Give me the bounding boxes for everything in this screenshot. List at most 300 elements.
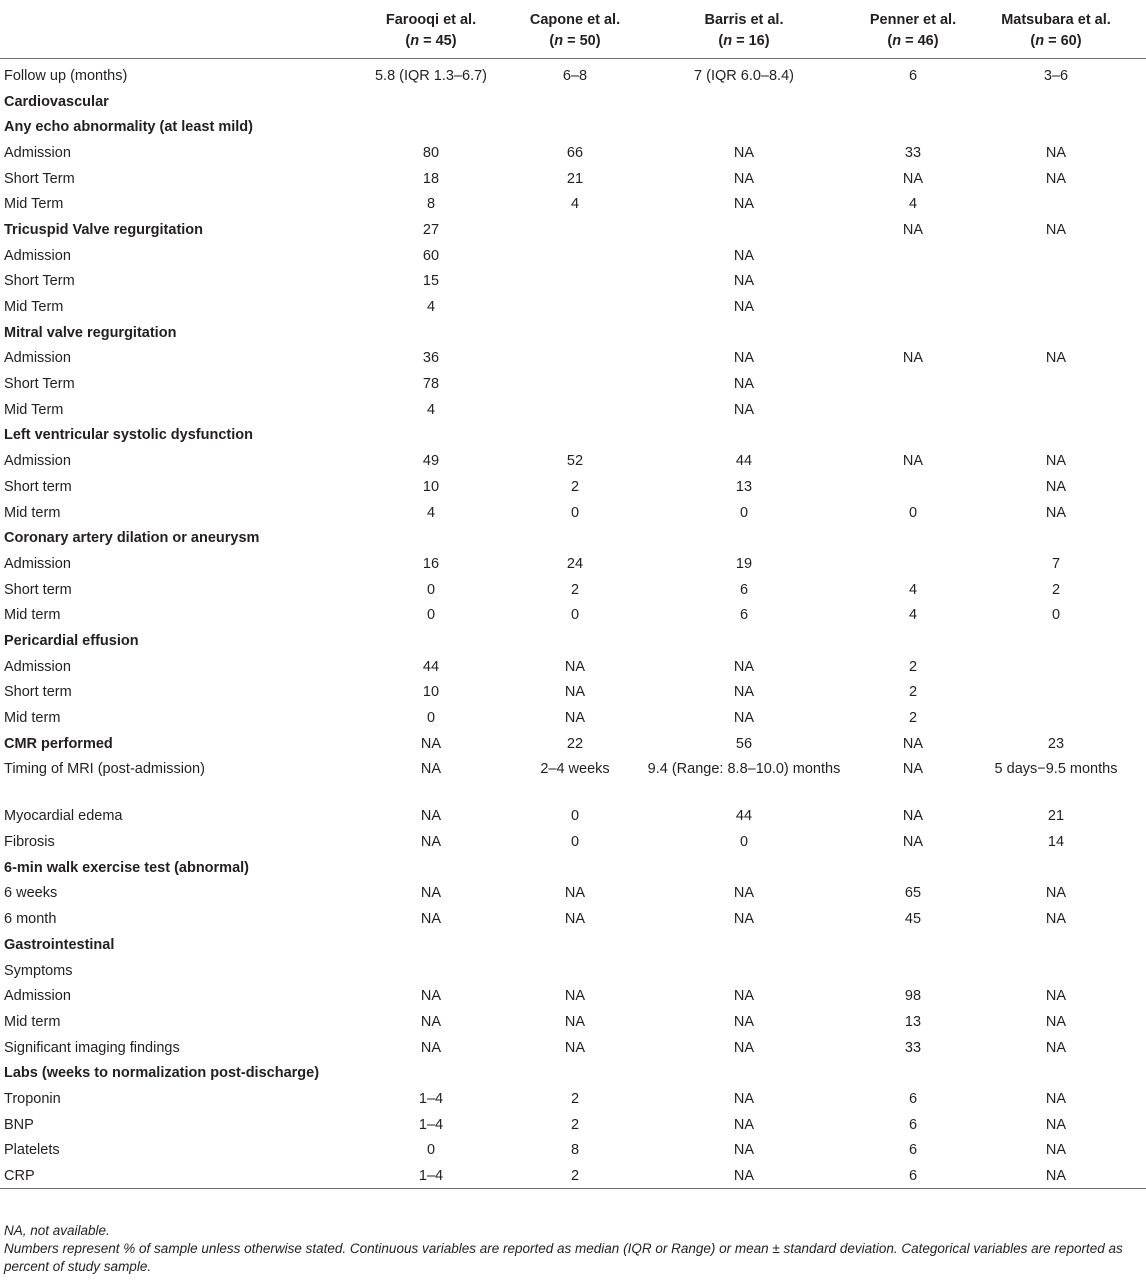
section-header-row <box>0 217 1146 243</box>
row-label: Admission <box>4 555 71 572</box>
table-cell: 0 <box>1051 607 1061 624</box>
table-cell: 0 <box>426 581 436 598</box>
table-cell: 23 <box>1047 735 1065 752</box>
table-cell: 2 <box>570 1116 580 1133</box>
table-cell: NA <box>564 885 586 902</box>
row-label: Mid term <box>4 607 61 624</box>
row-label: Admission <box>4 144 71 161</box>
section-header-row <box>0 320 1146 346</box>
table-cell <box>860 397 966 423</box>
study-sample-size: (n = 60) <box>1030 33 1082 49</box>
row-label: Mitral valve regurgitation <box>4 324 177 341</box>
table-cell: 0 <box>570 808 580 825</box>
table-row <box>0 829 1146 855</box>
header-study-farooqi <box>340 6 522 59</box>
table-cell: NA <box>564 710 586 726</box>
section-header-row <box>0 628 1146 654</box>
table-cell: NA <box>1045 988 1067 1005</box>
table-row <box>0 983 1146 1009</box>
study-name: Farooqi et al. <box>385 12 477 28</box>
table-cell <box>966 191 1146 217</box>
table-cell: 44 <box>735 808 753 825</box>
table-cell: NA <box>733 350 755 367</box>
table-cell <box>860 243 966 269</box>
table-row <box>0 756 1146 803</box>
table-cell: 60 <box>422 247 440 264</box>
table-row <box>0 679 1146 705</box>
table-cell <box>628 422 860 448</box>
table-cell: 16 <box>422 555 440 572</box>
table-cell: 0 <box>426 1142 436 1159</box>
table-cell <box>340 1060 522 1086</box>
table-cell: NA <box>420 911 442 928</box>
table-cell: 21 <box>566 170 584 187</box>
table-cell: 4 <box>908 581 918 598</box>
table-cell: 33 <box>904 144 922 161</box>
table-cell: NA <box>628 1163 860 1189</box>
table-cell <box>340 422 522 448</box>
table-cell <box>522 345 628 371</box>
table-cell: NA <box>902 735 924 752</box>
table-cell: NA <box>1045 170 1067 187</box>
table-row <box>0 1112 1146 1138</box>
table-cell <box>966 855 1146 881</box>
table-cell: 2 <box>1051 581 1061 598</box>
table-row <box>0 551 1146 577</box>
table-cell <box>860 474 966 500</box>
table-cell: NA <box>1045 350 1067 367</box>
table-cell: 5 days−9.5 months <box>994 761 1118 778</box>
table-cell: 7 <box>1051 555 1061 572</box>
table-cell: NA <box>733 376 755 393</box>
table-cell <box>628 320 860 346</box>
table-cell: 4 <box>908 607 918 624</box>
table-cell <box>966 422 1146 448</box>
table-cell <box>340 855 522 881</box>
table-cell: NA <box>1045 1039 1067 1056</box>
table-cell: NA <box>733 684 755 701</box>
table-cell <box>860 525 966 551</box>
row-label: Admission <box>4 658 71 675</box>
table-cell <box>860 114 966 140</box>
table-cell <box>860 932 966 958</box>
row-label: Labs (weeks to normalization post-discharge) <box>4 1065 320 1082</box>
table-cell <box>966 628 1146 654</box>
table-cell <box>966 705 1146 731</box>
table-cell: 0 <box>570 834 580 851</box>
row-label: Any echo abnormality (at least mild) <box>4 119 253 136</box>
table-row <box>0 448 1146 474</box>
table-cell: 2–4 weeks <box>540 761 610 778</box>
section-header-row <box>0 422 1146 448</box>
table-cell: NA <box>420 834 442 851</box>
table-row <box>0 397 1146 423</box>
study-sample-size: (n = 16) <box>718 33 770 49</box>
table-cell: 2 <box>522 1163 628 1189</box>
table-cell: 78 <box>422 376 440 393</box>
table-row <box>0 1035 1146 1061</box>
table-cell <box>628 217 860 243</box>
table-cell: NA <box>733 911 755 928</box>
table-cell: 8 <box>570 1142 580 1159</box>
table-cell: NA <box>1045 1090 1067 1107</box>
table-cell: 4 <box>426 504 436 521</box>
table-cell: NA <box>902 350 924 367</box>
table-cell <box>860 628 966 654</box>
table-cell: 0 <box>570 607 580 624</box>
table-cell: NA <box>733 144 755 161</box>
table-cell: 4 <box>570 196 580 213</box>
table-cell: NA <box>733 1013 755 1030</box>
table-body <box>0 59 1146 1189</box>
row-label: Short term <box>4 478 72 495</box>
table-cell: NA <box>733 885 755 902</box>
table-cell: NA <box>564 658 586 675</box>
table-cell <box>522 1060 628 1086</box>
row-label: Significant imaging findings <box>4 1039 180 1056</box>
table-cell: NA <box>1045 478 1067 495</box>
table-cell: NA <box>1045 911 1067 928</box>
table-cell: 19 <box>735 555 753 572</box>
table-cell: 6 <box>908 68 918 84</box>
row-label: Pericardial effusion <box>4 632 139 649</box>
row-label: Coronary artery dilation or aneurysm <box>4 530 260 547</box>
table-cell: NA <box>733 1116 755 1133</box>
table-cell: NA <box>733 196 755 213</box>
table-cell: 0 <box>739 504 749 521</box>
table-cell: NA <box>733 1142 755 1159</box>
table-cell: NA <box>902 221 924 238</box>
table-cell <box>522 243 628 269</box>
table-cell: NA <box>420 808 442 825</box>
header-study-penner <box>860 6 966 59</box>
row-label: Left ventricular systolic dysfunction <box>4 427 253 444</box>
table-cell: 13 <box>904 1013 922 1030</box>
header-study-capone <box>522 6 628 59</box>
table-cell <box>966 654 1146 680</box>
table-cell <box>628 628 860 654</box>
table-cell: NA <box>564 911 586 928</box>
row-label: Symptoms <box>4 962 73 979</box>
study-name: Matsubara et al. <box>1001 12 1111 28</box>
table-cell: 7 (IQR 6.0–8.4) <box>694 68 794 84</box>
row-label: Cardiovascular <box>4 93 109 110</box>
table-cell <box>966 397 1146 423</box>
table-cell: 49 <box>422 453 440 470</box>
table-row <box>0 958 1146 984</box>
table-cell: 1–4 <box>340 1163 522 1189</box>
table-row <box>0 474 1146 500</box>
table-cell: 33 <box>904 1039 922 1056</box>
table-cell <box>522 294 628 320</box>
table-row <box>0 906 1146 932</box>
table-cell <box>522 89 628 115</box>
table-cell: NA <box>564 1013 586 1030</box>
table-cell: NA <box>733 1039 755 1056</box>
table-cell: 27 <box>422 221 440 238</box>
table-row <box>0 1086 1146 1112</box>
table-cell: NA <box>902 761 924 778</box>
table-cell <box>966 320 1146 346</box>
table-cell: NA <box>966 1163 1146 1189</box>
table-row <box>0 140 1146 166</box>
table-row <box>0 345 1146 371</box>
table-cell: 4 <box>908 196 918 213</box>
table-cell: NA <box>420 735 442 752</box>
row-label: Mid Term <box>4 196 64 213</box>
table-cell <box>340 89 522 115</box>
table-cell: 0 <box>426 710 436 726</box>
table-cell <box>966 268 1146 294</box>
table-cell: 6 <box>739 607 749 624</box>
table-cell <box>860 422 966 448</box>
row-label: Gastrointestinal <box>4 936 115 953</box>
row-label: Troponin <box>4 1090 61 1107</box>
table-cell: NA <box>564 684 586 701</box>
data-table <box>0 6 1146 1189</box>
header-study-barris <box>628 6 860 59</box>
table-cell <box>340 114 522 140</box>
table-row <box>0 602 1146 628</box>
table-row <box>0 1163 1146 1189</box>
table-cell <box>340 525 522 551</box>
table-cell: 44 <box>422 658 440 675</box>
table-cell: 2 <box>570 581 580 598</box>
table-row <box>0 654 1146 680</box>
row-label: Short Term <box>4 170 75 187</box>
table-cell: 6 <box>860 1163 966 1189</box>
table-cell: 5.8 (IQR 1.3–6.7) <box>374 68 488 84</box>
table-cell: 52 <box>566 453 584 470</box>
table-cell: 80 <box>422 144 440 161</box>
row-label: 6-min walk exercise test (abnormal) <box>4 859 249 876</box>
table-cell: 22 <box>566 735 584 752</box>
table-row <box>0 803 1146 829</box>
table-row <box>0 166 1146 192</box>
table-cell <box>522 217 628 243</box>
row-label: 6 month <box>4 911 57 928</box>
table-cell <box>860 958 966 984</box>
table-cell <box>860 1060 966 1086</box>
table-cell <box>966 525 1146 551</box>
table-cell: 6–8 <box>562 68 588 84</box>
table-cell: NA <box>420 885 442 902</box>
table-cell: NA <box>420 761 442 778</box>
table-cell: NA <box>902 834 924 851</box>
table-cell: 14 <box>1047 834 1065 851</box>
table-cell <box>340 320 522 346</box>
table-cell <box>522 371 628 397</box>
row-label: Admission <box>4 453 71 470</box>
table-cell: NA <box>1045 1142 1067 1159</box>
table-cell: 18 <box>422 170 440 187</box>
table-cell: 36 <box>422 350 440 367</box>
table-cell: 6 <box>908 1090 918 1107</box>
table-cell <box>522 422 628 448</box>
table-cell <box>860 320 966 346</box>
table-cell: 4 <box>426 401 436 418</box>
row-label: Short Term <box>4 376 75 393</box>
table-cell <box>522 932 628 958</box>
table-cell <box>966 1060 1146 1086</box>
table-cell <box>522 855 628 881</box>
table-cell: NA <box>733 1090 755 1107</box>
study-name: Penner et al. <box>869 12 957 28</box>
table-cell: NA <box>1045 1013 1067 1030</box>
table-cell: 0 <box>570 504 580 521</box>
footnote-abbreviations: NA, not available. <box>4 1223 110 1238</box>
table-cell: NA <box>420 1013 442 1030</box>
table-cell <box>522 628 628 654</box>
table-cell: 9.4 (Range: 8.8–10.0) months <box>647 761 841 778</box>
table-cell: 2 <box>908 684 918 701</box>
header-study-matsubara <box>966 6 1146 59</box>
study-sample-size: (n = 50) <box>549 33 601 49</box>
table-cell <box>628 89 860 115</box>
table-header <box>0 6 1146 59</box>
table-cell: 10 <box>422 684 440 701</box>
table-cell <box>966 958 1146 984</box>
table-row <box>0 243 1146 269</box>
section-header-row <box>0 1060 1146 1086</box>
table-cell: 3–6 <box>1043 68 1069 84</box>
row-label: CMR performed <box>4 735 113 752</box>
table-cell <box>628 932 860 958</box>
table-cell: NA <box>902 808 924 825</box>
table-cell <box>860 371 966 397</box>
table-cell <box>966 114 1146 140</box>
table-cell: 15 <box>422 273 440 290</box>
table-row <box>0 880 1146 906</box>
table-cell: NA <box>733 273 755 290</box>
table-footnotes <box>4 1222 1144 1276</box>
table-cell: NA <box>733 299 755 315</box>
row-label: Mid term <box>4 710 61 726</box>
table-cell <box>966 243 1146 269</box>
row-label: Admission <box>4 350 71 367</box>
row-label: Short term <box>4 684 72 701</box>
table-cell: NA <box>1045 144 1067 161</box>
table-cell: NA <box>902 170 924 187</box>
row-label: Short Term <box>4 273 75 290</box>
row-label: 6 weeks <box>4 885 58 902</box>
table-cell: 2 <box>908 658 918 675</box>
table-cell <box>966 371 1146 397</box>
row-label: Short term <box>4 581 72 598</box>
table-cell <box>522 268 628 294</box>
table-cell: 2 <box>570 478 580 495</box>
table-cell: 24 <box>566 555 584 572</box>
table-cell <box>966 89 1146 115</box>
section-header-row <box>0 932 1146 958</box>
table-cell: NA <box>1045 504 1067 521</box>
table-cell: NA <box>1045 1116 1067 1133</box>
section-header-row <box>0 731 1146 757</box>
table-cell: 10 <box>422 478 440 495</box>
table-cell <box>628 855 860 881</box>
table-cell: NA <box>902 453 924 470</box>
table-cell <box>522 320 628 346</box>
table-cell: NA <box>733 170 755 187</box>
table-row <box>0 268 1146 294</box>
table-cell: 21 <box>1047 808 1065 825</box>
row-label: Fibrosis <box>4 834 55 851</box>
table-cell: 1–4 <box>418 1116 444 1133</box>
table-row <box>0 191 1146 217</box>
table-cell <box>628 114 860 140</box>
table-cell <box>522 525 628 551</box>
table-cell: 1–4 <box>418 1090 444 1107</box>
row-label: Tricuspid Valve regurgitation <box>4 221 204 238</box>
row-label: Myocardial edema <box>4 808 123 825</box>
section-header-row <box>0 114 1146 140</box>
row-label: Mid Term <box>4 401 64 418</box>
table-row <box>0 577 1146 603</box>
table-cell <box>522 958 628 984</box>
table-cell <box>522 397 628 423</box>
table-cell <box>340 932 522 958</box>
row-label: CRP <box>0 1163 340 1189</box>
table-cell: NA <box>420 1039 442 1056</box>
table-cell <box>860 294 966 320</box>
table-cell: NA <box>733 988 755 1005</box>
table-cell: 98 <box>904 988 922 1005</box>
table-cell <box>628 525 860 551</box>
table-cell <box>860 89 966 115</box>
table-cell <box>628 1060 860 1086</box>
table-cell: 44 <box>735 453 753 470</box>
table-cell <box>628 958 860 984</box>
table-cell: 13 <box>735 478 753 495</box>
table-cell: 4 <box>426 299 436 315</box>
table-cell: NA <box>420 988 442 1005</box>
study-sample-size: (n = 46) <box>887 33 939 49</box>
table-row <box>0 59 1146 89</box>
table-cell: 6 <box>908 1116 918 1133</box>
table-cell: NA <box>733 658 755 675</box>
study-sample-size: (n = 45) <box>405 33 457 49</box>
table-cell: 0 <box>739 834 749 851</box>
table-row <box>0 500 1146 526</box>
row-label: Platelets <box>4 1142 60 1159</box>
section-header-row <box>0 525 1146 551</box>
table-cell: NA <box>733 247 755 264</box>
table-cell <box>860 855 966 881</box>
table-cell: 6 <box>739 581 749 598</box>
row-label: Admission <box>4 988 71 1005</box>
row-label: Follow up (months) <box>4 68 128 84</box>
table-cell: 56 <box>735 735 753 752</box>
table-cell: NA <box>1045 453 1067 470</box>
section-header-row <box>0 855 1146 881</box>
table-cell: NA <box>733 710 755 726</box>
study-name: Capone et al. <box>529 12 621 28</box>
row-label: Mid term <box>4 1013 61 1030</box>
study-name: Barris et al. <box>704 12 784 28</box>
table-cell: NA <box>1045 885 1067 902</box>
table-cell <box>340 958 522 984</box>
table-cell <box>966 679 1146 705</box>
row-label: Timing of MRI (post-admission) <box>4 761 205 778</box>
table-cell: 8 <box>426 196 436 213</box>
row-label: Admission <box>4 247 71 264</box>
table-cell: NA <box>564 1039 586 1056</box>
table-cell <box>522 114 628 140</box>
table-cell <box>860 551 966 577</box>
table-cell: 2 <box>908 710 918 726</box>
section-header-row <box>0 89 1146 115</box>
row-label: Mid Term <box>4 299 64 315</box>
